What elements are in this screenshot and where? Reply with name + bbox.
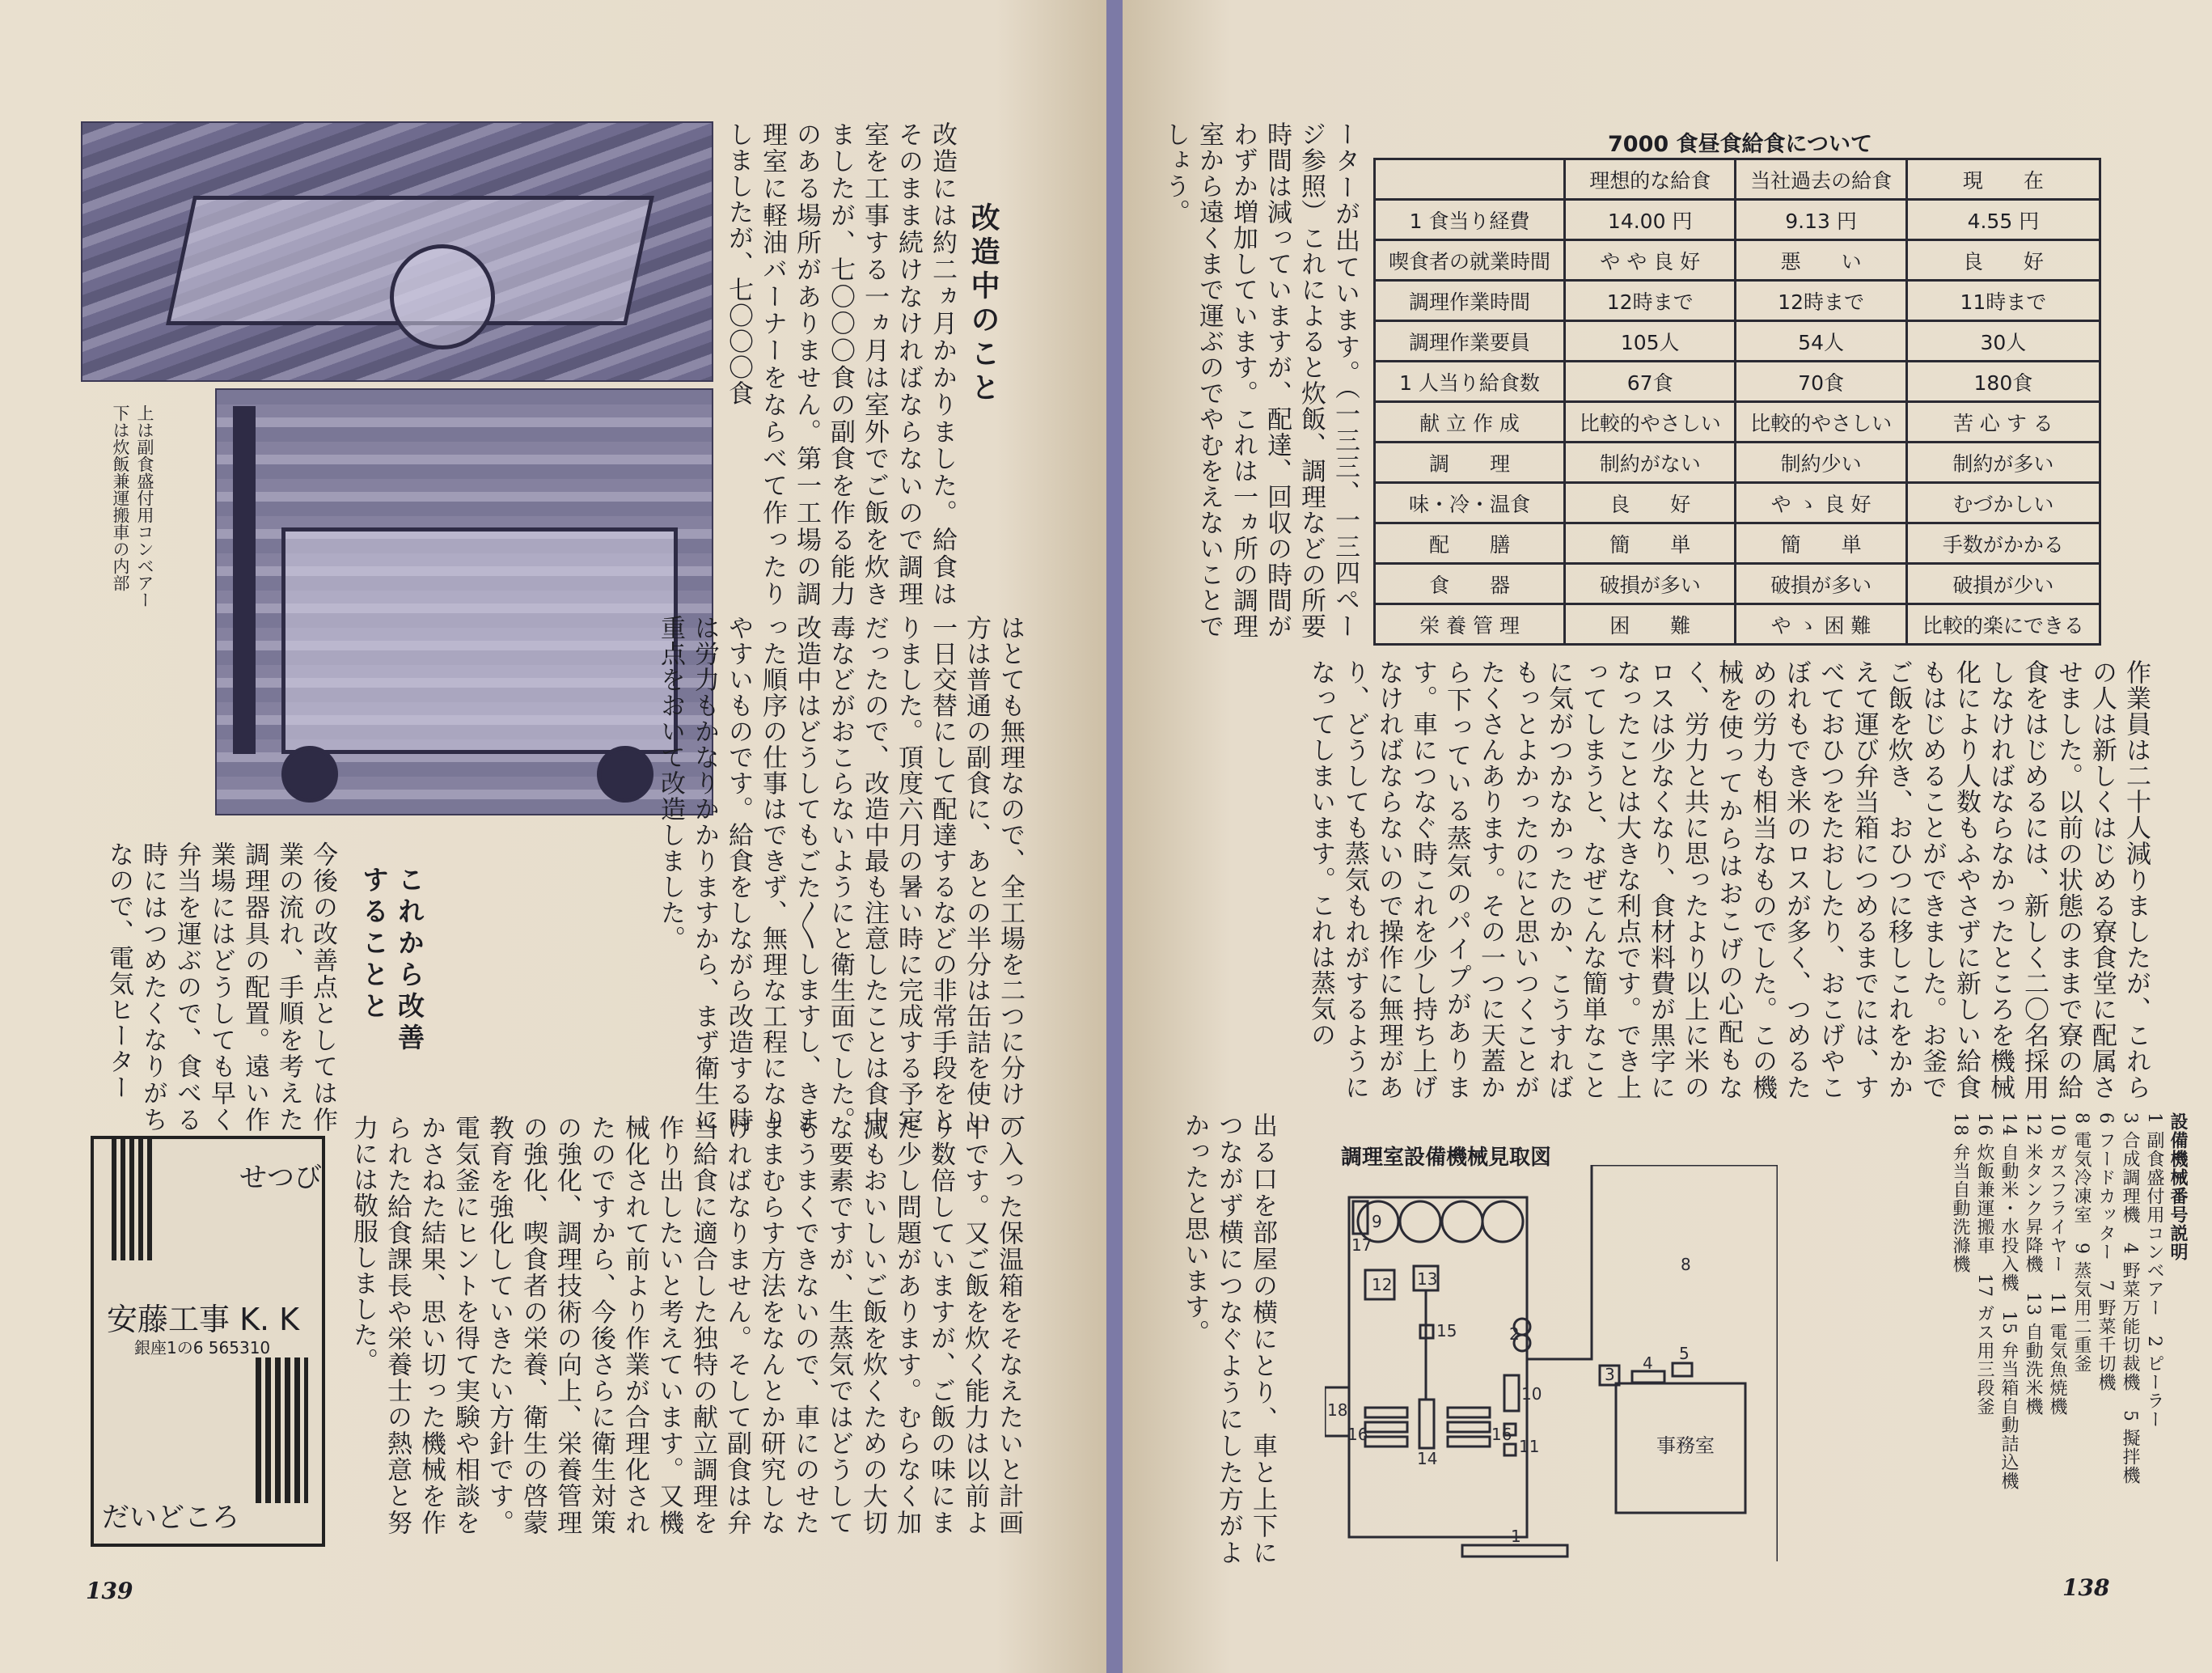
cart-handle-shape (233, 406, 256, 754)
table-row (1375, 402, 2100, 443)
table-row (1375, 604, 2100, 645)
table-cell: 調理作業要員 (1375, 321, 1565, 362)
stirrer-5 (1673, 1363, 1692, 1376)
office-label: 事務室 (1656, 1434, 1715, 1457)
table-cell: 12時まで (1565, 281, 1736, 321)
legend-item: 12 米タンク昇降機 13 自動洗米機 (2023, 1112, 2043, 1416)
ando-kouji-advertisement (91, 1136, 325, 1547)
photo-caption-bottom: 下は炊飯兼運搬車の内部 (111, 404, 130, 591)
paragraph: 出る口を部屋の横にとり、車と上下につながず横につなぐようにした方がよかったと思います。 (1180, 1112, 1277, 1565)
table-row (1375, 321, 2100, 362)
table-cell: 調 理 (1375, 443, 1565, 483)
table-cell: 配 膳 (1375, 523, 1565, 564)
meal-comparison-table (1373, 158, 2101, 646)
ad-company-name: 安藤工事 K. K (107, 1302, 300, 1337)
table-row (1375, 281, 2100, 321)
paragraph: ーターが出ています。（一三三、一三四ページ参照）これによると炊飯、調理などの所要時間は減っていますが、配達、回収の時間がわずか増加しています。これは一ヵ所の調理室から遠くまで運ぶのでやむをえないことでしょう。 (1161, 121, 1360, 639)
table-cell: 調理作業時間 (1375, 281, 1565, 321)
legend-item: 8 電気冷凍室 9 蒸気用二重釜 (2071, 1112, 2091, 1373)
legend-item: 18 弁当自動洗滌機 (1950, 1112, 1970, 1273)
body-text-bottom (349, 1115, 1026, 1535)
gas-fryer-10 (1504, 1375, 1519, 1411)
label-18: 18 (1327, 1400, 1348, 1420)
table-cell: 制約が多い (1906, 443, 2100, 483)
table-row (1375, 564, 2100, 604)
kitchen-floor-plan (1325, 1165, 1778, 1569)
label-17: 17 (1351, 1235, 1372, 1255)
table-cell: 4.55 円 (1906, 200, 2100, 240)
book-gutter (1106, 0, 1123, 1673)
table-cell: 30人 (1906, 321, 2100, 362)
equipment-legend (1770, 1112, 2190, 1517)
ad-address: 銀座1の6 565310 (134, 1338, 271, 1357)
table-row (1375, 362, 2100, 402)
table-cell: 味・冷・温食 (1375, 483, 1565, 523)
table-cell: 苦 心 す る (1906, 402, 2100, 443)
table-cell: 70食 (1736, 362, 1906, 402)
body-text-bottom-right (1158, 1112, 1279, 1565)
table-cell: 簡 単 (1565, 523, 1736, 564)
paragraph: の入った保温箱をそなえたいと計画中です。又ご飯を炊く能力は以前より数倍していますが、ご飯の味にまだ少し問題があります。むらなく加減もおいしいご飯を炊くための大切な要素ですが、生蒸気ではどうしてもうまくできないので、車にのせたままむらす方法をなんとか研究しなければなりません。そして副食は弁当給食に適合した独特の献立調理を作り出したいと考えています。又機械化されて前より作業が合理化されたのですから、今後さらに衛生対策の強化、調理技術の向上、栄養管理の強化、喫食者の栄養、衛生の啓蒙教育を強化していきたい方針です。電気釜にヒントを得て実験や相談をかさねた結果、思い切った機械を作られた給食課長や栄養士の熱意と努力には敬服しました。 (349, 1115, 1023, 1535)
fish-grill-11 (1504, 1444, 1516, 1455)
table-cell: 11時まで (1906, 281, 2100, 321)
label-15: 15 (1436, 1321, 1457, 1341)
table-cell: 制約がない (1565, 443, 1736, 483)
table-cell: 105人 (1565, 321, 1736, 362)
legend-item: 14 自動米・水投入機 15 弁当箱自動詰込機 (1998, 1112, 2019, 1490)
rice-cart-16 (1365, 1408, 1407, 1417)
conveyor-1 (1462, 1545, 1567, 1557)
body-text-renovation (725, 121, 959, 607)
table-header-cell: 当社過去の給食 (1736, 159, 1906, 200)
ad-pillar-bottom (256, 1357, 308, 1503)
section-heading-future: これから改善することと (358, 866, 425, 1055)
table-cell: 食 器 (1375, 564, 1565, 604)
table-cell: や ゝ 良 好 (1736, 483, 1906, 523)
legend-item: 1 副食盛付用コンベアー 2 ピーラー (2144, 1112, 2164, 1429)
conveyor-photo (81, 121, 713, 382)
table-cell: 67食 (1565, 362, 1736, 402)
table-cell: 1 人当り給食数 (1375, 362, 1565, 402)
label-5: 5 (1679, 1344, 1690, 1363)
paragraph: 作業員は二十人減りましたが、これらの人は新しくはじめる寮食堂に配属させました。以前の状態のままで寮の給食をはじめるには、新しく二〇名採用しなければならなかったところを機械化により人数もふやさずに新しい給食もはじめることができました。お釜でご飯を炊き、おひつに移しこれをかかえて運び弁当箱につめるまでには、すべておひつをたおしたり、おこげやこぼれもでき米のロスが多く、つめるための労力も相当なものでした。この機械を使ってからはおこげの心配もなく、労力と共に思ったより以上に米のロスは少なくなり、食材料費が黒字になったことは大きな利点です。でき上ってしまうと、なぜこんな簡単なことに気がつかなかったのか、こうすればもっとよかったのにと思いつくことがたくさんあります。その一つに天蓋から下っている蒸気のパイプがあります。車につなぐ時これを少し持ち上げなければならないので操作に無理があり、どうしても蒸気もれがするようになってしまいます。これは蒸気の (1306, 659, 2151, 1100)
table-cell: や や 良 好 (1565, 240, 1736, 281)
table-cell: むづかしい (1906, 483, 2100, 523)
table-cell: 悪 い (1736, 240, 1906, 281)
cart-wheel-left-shape (281, 746, 338, 803)
label-16: 16 (1347, 1425, 1368, 1444)
table-cell: 栄 養 管 理 (1375, 604, 1565, 645)
steam-kettle (1400, 1201, 1440, 1242)
table-cell: 破損が少い (1906, 564, 2100, 604)
rice-cart-16 (1448, 1408, 1490, 1417)
table-row (1375, 523, 2100, 564)
table-cell: 14.00 円 (1565, 200, 1736, 240)
ad-pillar-top (112, 1139, 156, 1260)
legend-item: 6 フードカッター 7 野菜千切機 (2096, 1112, 2116, 1391)
label-11: 11 (1519, 1437, 1540, 1456)
label-16b: 16 (1491, 1425, 1512, 1444)
rice-water-feeder-14 (1419, 1400, 1434, 1448)
page-number-left: 139 (86, 1578, 133, 1604)
floor-plan-title: 調理室設備機械見取図 (1341, 1146, 1552, 1170)
table-cell: 良 好 (1565, 483, 1736, 523)
table-cell: 破損が多い (1565, 564, 1736, 604)
table-cell: 簡 単 (1736, 523, 1906, 564)
table-cell: 困 難 (1565, 604, 1736, 645)
legend-item: 10 ガスフライヤー 11 電気魚焼機 (2047, 1112, 2067, 1416)
rice-cart-16 (1365, 1422, 1407, 1432)
table-row (1375, 240, 2100, 281)
table-cell: 1 食当り経費 (1375, 200, 1565, 240)
table-header-row (1375, 159, 2100, 200)
rice-cart-16 (1448, 1422, 1490, 1432)
table-cell: 比較的やさしい (1736, 402, 1906, 443)
table-cell: 12時まで (1736, 281, 1906, 321)
table-header-cell (1375, 159, 1565, 200)
table-cell: 比較的楽にできる (1906, 604, 2100, 645)
right-page (1123, 0, 2212, 1673)
label-8: 8 (1681, 1255, 1691, 1274)
steam-kettle (1442, 1201, 1482, 1242)
rice-cart-16 (1448, 1437, 1490, 1446)
table-cell: 手数がかかる (1906, 523, 2100, 564)
section-heading-renovation: 改造中のこと (966, 202, 1000, 406)
table-row (1375, 443, 2100, 483)
table-header-cell: 現 在 (1906, 159, 2100, 200)
label-3: 3 (1605, 1365, 1615, 1384)
label-12: 12 (1372, 1275, 1393, 1294)
table-cell: 喫食者の就業時間 (1375, 240, 1565, 281)
legend-item: 3 合成調理機 4 野菜万能切裁機 5 擬拌機 (2120, 1112, 2140, 1485)
body-text-top-right (1158, 121, 1362, 639)
photo-caption-top: 上は副食盛付用コンベアー (135, 404, 154, 608)
steam-kettle (1482, 1201, 1523, 1242)
legend-title: 設備機械番号説明 (2168, 1112, 2189, 1261)
table-cell: 54人 (1736, 321, 1906, 362)
label-13: 13 (1417, 1269, 1438, 1289)
paragraph: 改造には約二ヵ月かかりました。給食はそのまま続けなければならないので調理室を工事する一ヵ月は室外でご飯を炊きましたが、七〇〇〇食の副食を作る能力のある場所がありません。第一工場の調理室に軽油バーナーをならべて作ったりしましたが、七〇〇〇食 (724, 121, 957, 607)
table-cell: や ゝ 困 難 (1736, 604, 1906, 645)
body-text-renovation-cont (477, 615, 1027, 1133)
table-row (1375, 483, 2100, 523)
table-row (1375, 200, 2100, 240)
table-cell: 破損が多い (1736, 564, 1906, 604)
rice-cart-16 (1365, 1437, 1407, 1446)
label-14: 14 (1417, 1449, 1438, 1468)
label-10: 10 (1521, 1384, 1542, 1404)
ad-setsubi: せつび (239, 1162, 322, 1194)
table-cell: 比較的やさしい (1565, 402, 1736, 443)
body-text-mid-right (1158, 659, 2153, 1100)
ad-daidokoro: だいどころ (102, 1501, 239, 1534)
label-2: 2 (1509, 1324, 1520, 1344)
table-header-cell: 理想的な給食 (1565, 159, 1736, 200)
table-cell: 9.13 円 (1736, 200, 1906, 240)
label-1: 1 (1511, 1527, 1521, 1546)
paragraph: はとても無理なので、全工場を二つに分け一方は普通の副食に、あとの半分は缶詰を使い一日交替にして配達するなどの非常手段をとりました。頂度六月の暑い時に完成する予定だったので、改造中最も注意したことは食中毒などがおこらないようにと衛生面でした。改造中はどうしてもごた〳〵しますし、きまった順序の仕事はできず、無理な工程になりやすいものです。給食をしながら改造する時は労力もかなりかかりますから、まず衛生に重点をおいて改造しました。 (656, 615, 1025, 1133)
conveyor-motor-shape (390, 244, 495, 349)
body-text-future (81, 841, 340, 1133)
legend-item: 16 炊飯兼運搬車 17 ガス用三段釜 (1974, 1112, 1994, 1416)
cutter-4 (1632, 1371, 1664, 1383)
page-number-right: 138 (2062, 1574, 2110, 1601)
table-cell: 180食 (1906, 362, 2100, 402)
kitchen-room-outline (1349, 1197, 1527, 1537)
label-9: 9 (1372, 1212, 1382, 1231)
label-4: 4 (1643, 1353, 1653, 1373)
table-cell: 良 好 (1906, 240, 2100, 281)
table-cell: 制約少い (1736, 443, 1906, 483)
table-cell: 献 立 作 成 (1375, 402, 1565, 443)
paragraph: 今後の改善点としては作業の流れ、手順を考えた調理器具の配置。遠い作業場にはどうしても早く弁当を運ぶので、食べる時にはつめたくなりがちなので、電気ヒーター (104, 841, 337, 1133)
table-title: 7000 食昼食給食について (1608, 132, 1873, 157)
